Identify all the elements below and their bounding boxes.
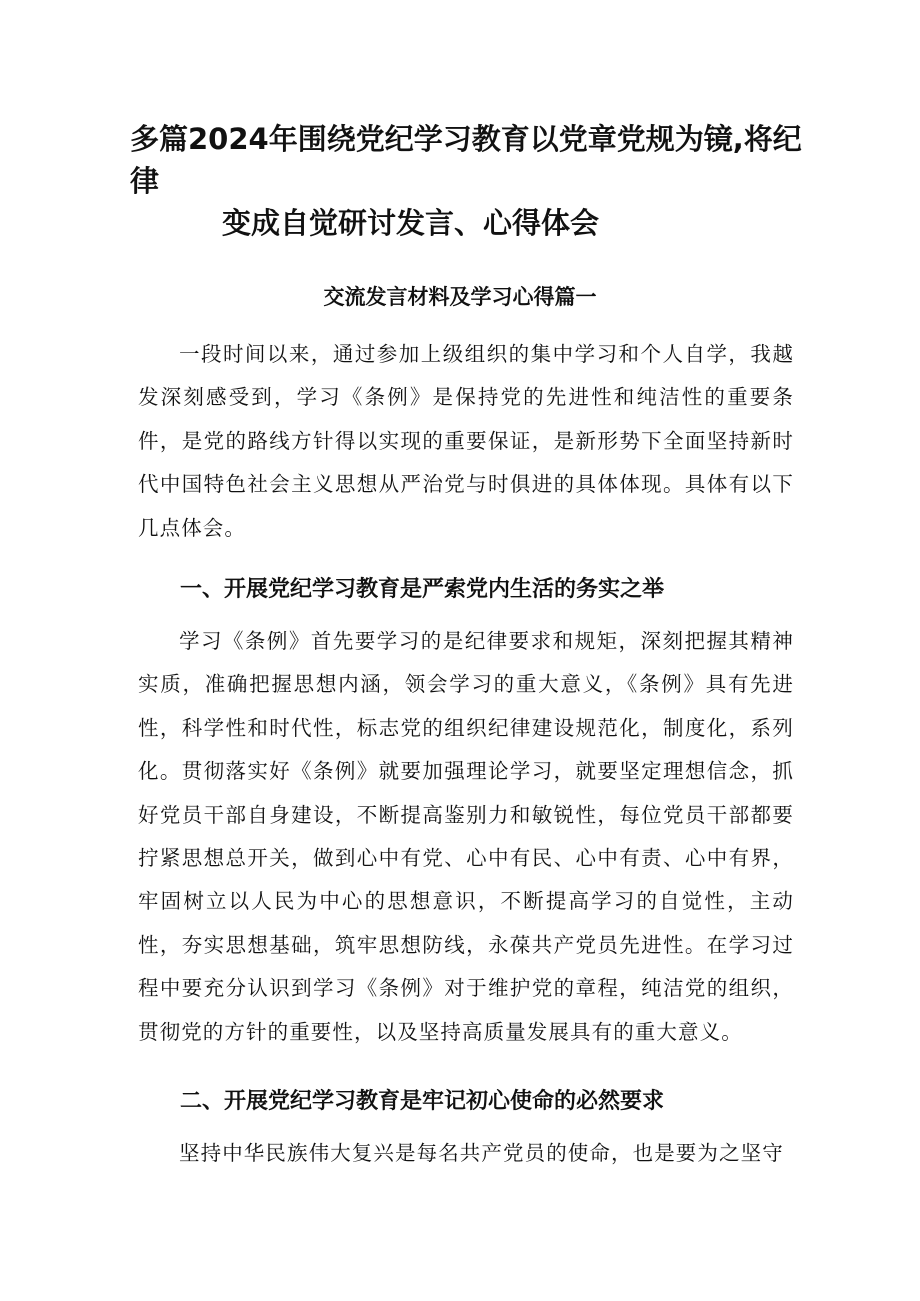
section-subtitle: 交流发言材料及学习心得篇一 bbox=[323, 285, 597, 309]
paragraph-intro: 一段时间以来，通过参加上级组织的集中学习和个人自学，我越发深刻感受到，学习《条例》是保持党的先进性和纯洁性的重要条件，是党的路线方针得以实现的重要保证，是新形势下全面坚持新时代中国特色社会主义思想从严治党与时俱进的具体体现。具体有以下几点体会。 bbox=[138, 342, 794, 540]
document-title bbox=[130, 118, 810, 244]
heading-section-one: 一、开展党纪学习教育是严索党内生活的务实之举 bbox=[180, 577, 665, 602]
heading-section-two: 二、开展党纪学习教育是牢记初心使命的必然要求 bbox=[180, 1089, 665, 1114]
paragraph-section-one: 学习《条例》首先要学习的是纪律要求和规矩，深刻把握其精神实质，准确把握思想内涵，领会学习的重大意义，《条例》具有先进性，科学性和时代性，标志党的组织纪律建设规范化，制度化，系列化。贯彻落实好《条例》就要加强理论学习，就要坚定理想信念，抓好党员干部自身建设，不断提高鉴别力和敏锐性，每位党员干部都要拧紧思想总开关，做到心中有党、心中有民、心中有责、心中有界，牢固树立以人民为中心的思想意识，不断提高学习的自觉性，主动性，夯实思想基础，筑牢思想防线，永葆共产党员先进性。在学习过程中要充分认识到学习《条例》对于维护党的章程，纯洁党的组织，贯彻党的方针的重要性，以及坚持高质量发展具有的重大意义。 bbox=[138, 629, 794, 1044]
paragraph-section-two: 坚持中华民族伟大复兴是每名共产党员的使命，也是要为之坚守 bbox=[179, 1141, 784, 1165]
document-title-line-2: 变成自觉研讨发言、心得体会 bbox=[222, 206, 600, 240]
document-title-line-1: 多篇2024年围绕党纪学习教育以党章党规为镜,将纪律 bbox=[130, 122, 802, 198]
